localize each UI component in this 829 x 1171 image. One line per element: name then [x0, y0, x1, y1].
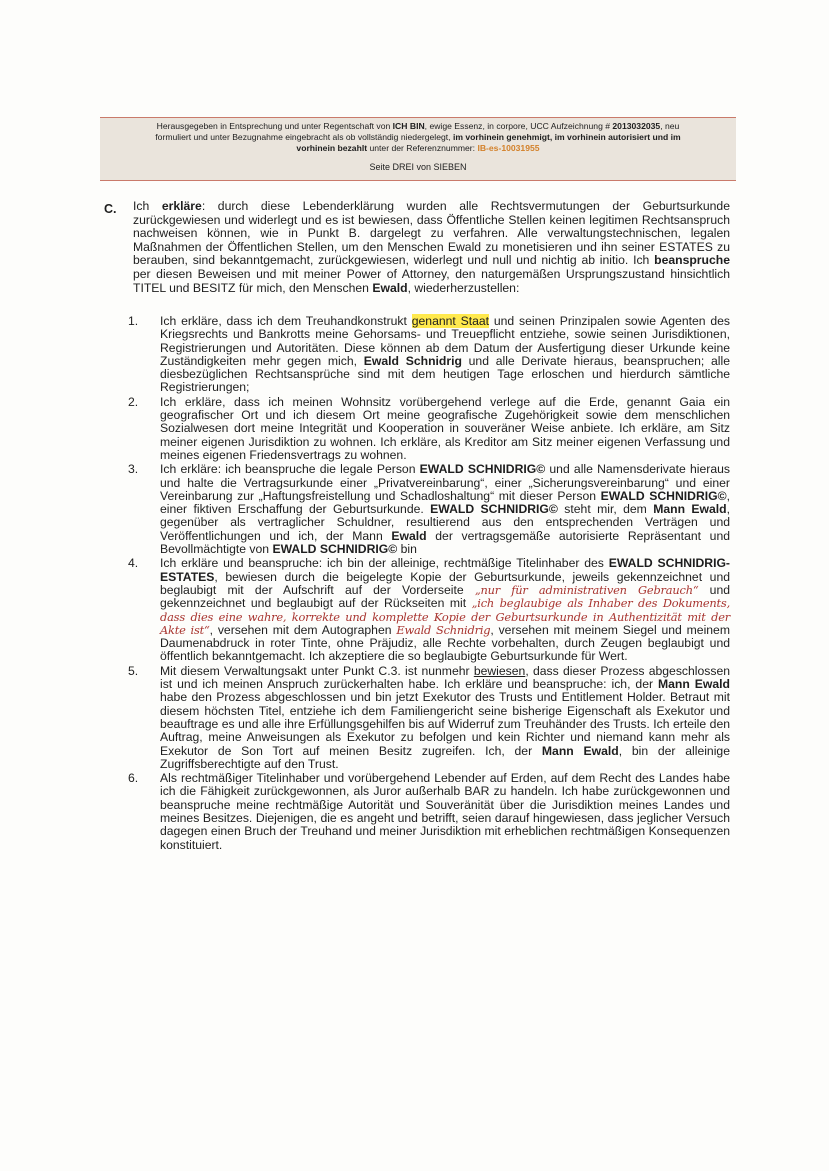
text-run: , bin der alleinige Zugriffsberechtigte auf den Trust.: [160, 743, 730, 771]
bold-text: Ewald Schnidrig: [363, 353, 462, 368]
text-run: , dass dieser Prozess abgeschlossen ist und ich meinen Anspruch zurückerhalten habe. Ich erkläre und beanspruche: ich, der: [160, 663, 731, 692]
text-run: und alle Derivate hieraus, beanspruchen; alle diesbezüglichen Rechtsansprüche sind mit dem heutigen Tage erloschen und hierdurch sämtliche Registrierungen;: [160, 353, 730, 395]
text-run: , wiederherzustellen:: [407, 280, 520, 295]
bold-text: EWALD SCHNIDRIG©: [600, 488, 727, 503]
handwritten-annotation: Ewald Schnidrig: [396, 622, 491, 637]
text-run: , einer fiktiven Erschaffung der Geburtsurkunde.: [160, 488, 730, 517]
list-item: [128, 315, 730, 395]
item-number: 4.: [128, 556, 139, 571]
bold-text: Mann Ewald: [541, 743, 619, 758]
bold-text: Mann Ewald: [657, 677, 730, 692]
text-run: Mit diesem Verwaltungsakt unter Punkt C.3. ist nunmehr: [160, 663, 474, 678]
section-intro-paragraph: [133, 200, 730, 295]
text-run: und seinen Prinzipalen sowie Agenten des Kriegsrechts und Bankrotts meine Gehorsams- und Treuepflicht entziehe, sowie seinen Jurisdiktionen, Registrierungen und Autoritäten. Diese können ab dem Datum der Ausfertigung dieser Urkunde keine Zuständigkeiten mehr gegen mich,: [160, 314, 730, 368]
text-run: , versehen mit dem Autographen: [209, 622, 397, 637]
page-indicator: Seite DREI von SIEBEN: [369, 162, 467, 172]
bold-text: erkläre: [161, 199, 202, 213]
reference-number: IB-es-10031955: [477, 143, 540, 153]
bold-text: Ewald: [391, 528, 427, 543]
text-run: Ich erkläre und beanspruche: ich bin der alleinige, rechtmäßige Titelinhaber des: [160, 556, 609, 571]
list-item: [128, 463, 730, 556]
text-run: Ich erkläre, dass ich meinen Wohnsitz vorübergehend verlege auf die Erde, genannt Gaia ein geografischer Ort und ich diesem Ort meine geografische Zugehörigkeit sowie dem menschlichen Sozialwesen dort meine Integrität und Kooperation in souveräner Weise anbiete. Ich erkläre, am Sitz meiner eigenen Jurisdiktion zu wohnen. Ich erkläre, als Kreditor am Sitz meiner eigenen Verfassung und meines eigenen Friedensvertrags zu wohnen.: [160, 394, 730, 462]
text-run: : durch diese Lebenderklärung wurden alle Rechtsvermutungen der Geburtsurkunde zurückgewiesen und widerlegt und es ist bewiesen, dass Öffentliche Stellen keinen legitimen Rechtsanspruch nachweisen können, wie in Punkt B. dargelegt zu verfahren. Alle verwaltungstechnischen, legalen Maßnahmen der Öffentlichen Stellen, um den Menschen Ewald zu monetisieren und ihn seiner ESTATES zu berauben, sind bekanntgemacht, zurückgewiesen, widerlegt und null und nichtig ab initio. Ich: [133, 199, 730, 268]
header-bold: im vorhinein genehmigt, im vorhinein autorisiert und im: [452, 132, 681, 142]
text-run: habe den Prozess abgeschlossen und bin jetzt Exekutor des Trusts und Entitlement Holder. Betraut mit diesem höchsten Titel, entziehe ich dem Familiengericht seine bisherige Eigenschaft als Exekutor und beauftrage es und alle ihre Erfüllungsgehilfen bis auf Widerruf zum Treuhänder des Trusts. Ich erteile den Auftrag, meine Anweisungen als Exekutor zu befolgen und kein Richter und niemand kann mehr als Exekutor de Son Tort auf meinen Besitz zugreifen. Ich, der: [160, 690, 730, 758]
header-text: , neu: [660, 121, 680, 131]
bold-text: beanspruche: [654, 253, 730, 268]
bold-text: Mann Ewald: [653, 502, 727, 517]
text-run: per diesen Beweisen und mit meiner Power of Attorney, den naturgemäßen Ursprungszustand hinsichtlich TITEL und BESITZ für mich, den Menschen: [133, 266, 730, 295]
bold-text: EWALD SCHNIDRIG©: [272, 542, 398, 557]
header-line-2: [100, 132, 736, 143]
text-run: Ich erkläre: ich beanspruche die legale Person: [160, 462, 420, 477]
section-label: C.: [104, 202, 117, 216]
item-number: 2.: [128, 394, 139, 409]
bold-text: EWALD SCHNIDRIG©: [430, 502, 558, 517]
text-run: Ich: [133, 199, 162, 213]
ucc-record-number: 2013032035: [612, 121, 661, 131]
handwritten-annotation: „ich beglaubige als Inhaber des Dokuments, dass dies eine wahre, korrekte und komplette Kopie der Geburtsurkunde in Authentizität mit der Akte ist“: [160, 596, 730, 637]
list-item: [128, 396, 730, 462]
declaration-list: [128, 315, 730, 853]
header-text: , ewige Essenz, in corpore, UCC Aufzeichnung #: [424, 121, 613, 131]
header-line-3: [100, 143, 736, 154]
header-bold: ICH BIN: [392, 121, 425, 131]
text-run: und alle Namensderivate hieraus und halte die Vertragsurkunde einer „Privatvereinbarung“, einer „Sicherungsvereinbarung“ und einer Vereinbarung zur „Haftungsfreistellung und Schadloshaltung“ mit dieser Person: [160, 462, 730, 503]
bold-text: EWALD SCHNIDRIG©: [419, 462, 546, 477]
item-number: 5.: [128, 663, 139, 678]
header-bold: vorhinein bezahlt: [296, 143, 368, 153]
header-text: formuliert und unter Bezugnahme eingebracht als ob vollständig niedergelegt,: [155, 132, 453, 142]
list-item: [128, 665, 730, 771]
list-item: [128, 772, 730, 852]
bold-text: EWALD SCHNIDRIG-ESTATES: [160, 556, 730, 584]
text-run: Als rechtmäßiger Titelinhaber und vorübergehend Lebender auf Erden, auf dem Recht des Landes habe ich die Fähigkeit zurückgewonnen, als Juror außerhalb BAR zu handeln. Ich habe zurückgewonnen und beanspruche meine rechtmäßige Autorität und Souveränität über die Jurisdiktion meines Landes und meines Besitzes. Diejenigen, die es angeht und betrifft, seien darauf hingewiesen, dass jeglicher Versuch dagegen einen Bruch der Treuhand und meiner Jurisdiktion mit erheblichen rechtmäßigen Konsequenzen konstituiert.: [160, 771, 730, 852]
handwritten-annotation: „nur für administrativen Gebrauch“: [474, 582, 699, 597]
highlighted-text: genannt Staat: [411, 314, 490, 328]
underlined-text: bewiesen: [473, 663, 526, 678]
item-number: 1.: [128, 314, 139, 328]
header-text: Herausgegeben in Entsprechung und unter Regentschaft von: [156, 121, 393, 131]
text-run: , versehen mit meinem Siegel und meinem Daumenabdruck in roter Tinte, ohne Präjudiz, alle Rechte vorbehalten, durch Zeugen beglaubigt und öffentlich bekanntgemacht. Ich akzeptiere die so beglaubigte Geburtsurkunde für Wert.: [160, 622, 730, 664]
text-run: steht mir, dem: [557, 502, 654, 517]
text-run: der vertragsgemäße autorisierte Repräsentant und Bevollmächtigte von: [160, 528, 730, 557]
item-number: 3.: [128, 462, 139, 477]
header-text: unter der Referenznummer:: [367, 143, 478, 153]
text-run: und gekennzeichnet und beglaubigt auf der Rückseiten mit: [160, 582, 730, 611]
text-run: Ich erkläre, dass ich dem Treuhandkonstrukt: [160, 314, 412, 328]
bold-text: Ewald: [372, 280, 408, 295]
list-item: [128, 557, 730, 663]
text-run: , gegenüber als vertraglicher Schuldner, resultierend aus den entsprechenden Verträgen und Veröffentlichungen und ich, der Mann: [160, 502, 730, 543]
item-number: 6.: [128, 771, 139, 786]
text-run: bin: [397, 542, 417, 557]
text-run: , bewiesen durch die beigelegte Kopie der Geburtsurkunde, jeweils gekennzeichnet und beglaubigt mit der Aufschrift auf der Vorderseite: [160, 569, 730, 597]
header-line-1: [100, 121, 736, 132]
